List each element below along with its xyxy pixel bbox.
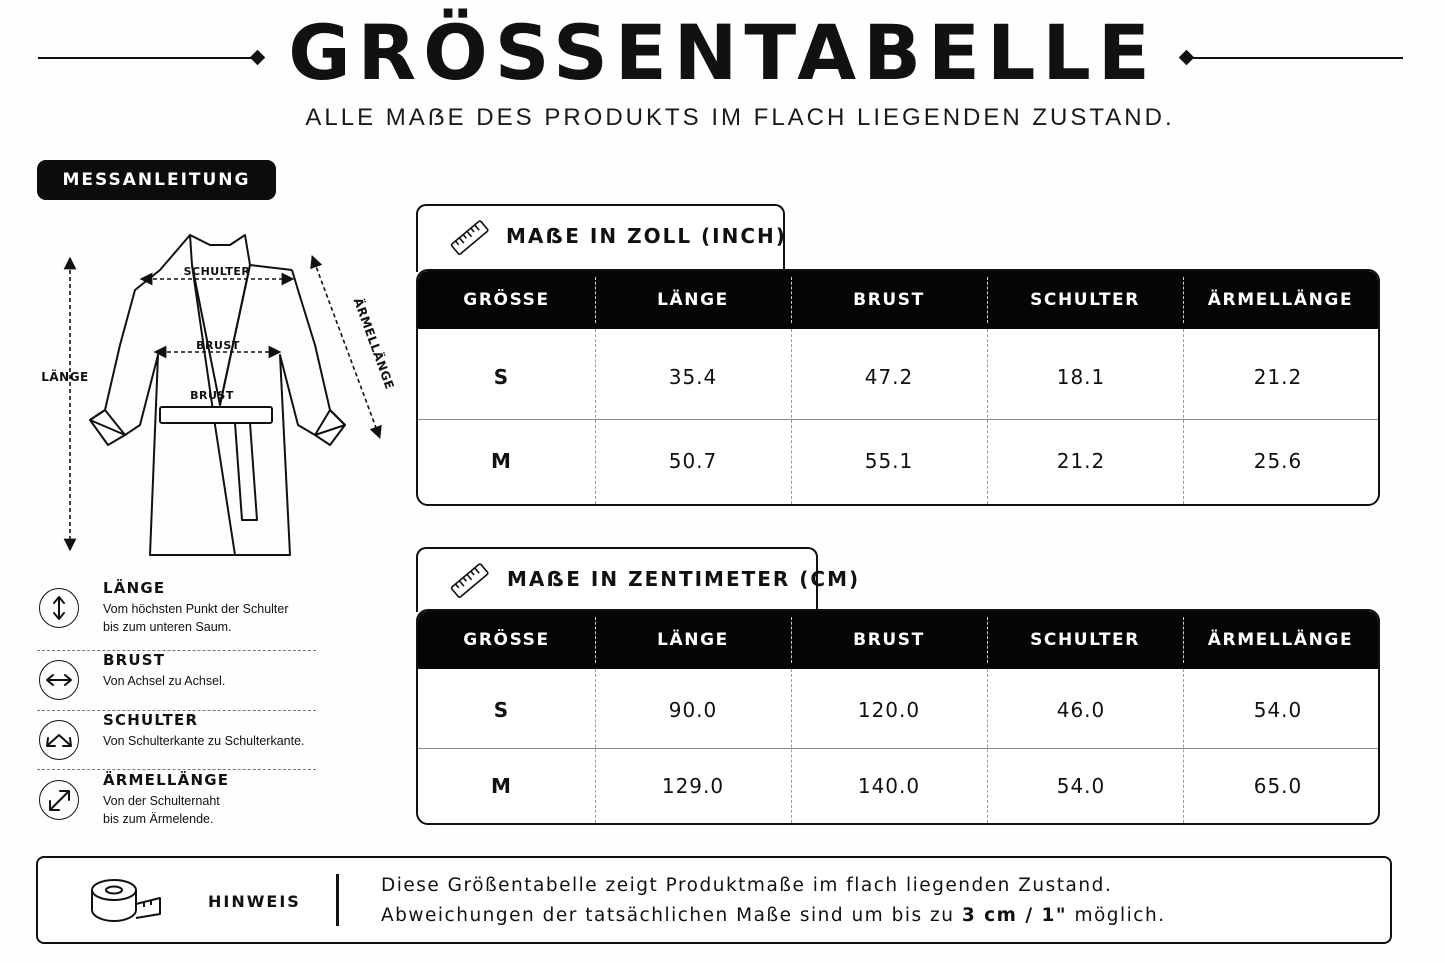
diagram-label-chest-lower: BRUST	[190, 389, 234, 402]
table-header	[418, 271, 1378, 329]
shoulder-arrow-icon	[39, 720, 79, 760]
robe-diagram	[30, 225, 400, 570]
note-line-2: Abweichungen der tatsächlichen Maße sind um bis zu 3 cm / 1" möglich.	[381, 905, 1166, 926]
ruler-icon	[448, 559, 492, 603]
column-divider	[1183, 669, 1184, 823]
diagram-label-sleeve: ÄRMELLÄNGE	[350, 295, 397, 392]
page-title: GRÖSSENTABELLE	[288, 8, 1157, 97]
column-divider	[987, 669, 988, 823]
legend-desc: Von Achsel zu Achsel.	[103, 674, 226, 688]
legend-desc: Vom höchsten Punkt der Schulter bis zum unteren Saum.	[103, 602, 289, 634]
ruler-icon	[448, 216, 492, 260]
header-cell: ÄRMELLÄNGE	[1207, 630, 1354, 650]
size-cell: S	[493, 698, 510, 722]
column-divider	[595, 669, 596, 823]
header-cell: GRÖSSE	[463, 290, 550, 310]
tab-cm	[416, 547, 861, 612]
vertical-arrow-icon	[39, 588, 79, 628]
tab-label: MAẞE IN ZOLL (INCH)	[506, 224, 787, 248]
value-cell: 55.1	[864, 449, 914, 473]
value-cell: 90.0	[668, 698, 718, 722]
legend-desc: Von der Schulternaht bis zum Ärmelende.	[103, 794, 220, 826]
value-cell: 65.0	[1253, 774, 1303, 798]
value-cell: 21.2	[1253, 365, 1303, 389]
measuring-tape-icon	[88, 876, 164, 928]
header-divider	[987, 277, 988, 323]
size-cell: M	[491, 774, 512, 798]
value-cell: 46.0	[1056, 698, 1106, 722]
diagram-label-length: LÄNGE	[41, 370, 89, 384]
header-cell: BRUST	[853, 630, 925, 650]
legend-heading: BRUST	[103, 651, 166, 669]
column-divider	[987, 329, 988, 504]
header-divider	[791, 277, 792, 323]
legend-desc: Von Schulterkante zu Schulterkante.	[103, 734, 305, 748]
size-cell: M	[491, 449, 512, 473]
diagram-label-chest-upper: BRUST	[196, 339, 240, 352]
legend-heading: SCHULTER	[103, 711, 199, 729]
header-cell: SCHULTER	[1030, 290, 1140, 310]
note-line-1: Diese Größentabelle zeigt Produktmaße im flach liegenden Zustand.	[381, 875, 1113, 896]
header-cell: BRUST	[853, 290, 925, 310]
header-cell: GRÖSSE	[463, 630, 550, 650]
size-table-inch	[416, 269, 1380, 506]
header-divider	[987, 617, 988, 663]
value-cell: 54.0	[1253, 698, 1303, 722]
tab-inch	[416, 204, 785, 272]
legend-heading: ÄRMELLÄNGE	[103, 771, 230, 789]
column-divider	[1183, 329, 1184, 504]
header-cell: LÄNGE	[657, 630, 729, 650]
header-divider	[595, 277, 596, 323]
horizontal-arrow-icon	[39, 660, 79, 700]
value-cell: 140.0	[857, 774, 921, 798]
diagonal-arrow-icon	[39, 780, 79, 820]
legend-divider	[37, 769, 316, 770]
value-cell: 18.1	[1056, 365, 1106, 389]
value-cell: 54.0	[1056, 774, 1106, 798]
header-divider	[1183, 277, 1184, 323]
value-cell: 120.0	[857, 698, 921, 722]
header-cell: ÄRMELLÄNGE	[1207, 290, 1354, 310]
value-cell: 25.6	[1253, 449, 1303, 473]
header-rule-right	[1186, 57, 1403, 59]
tab-label: MAẞE IN ZENTIMETER (CM)	[507, 567, 861, 591]
column-divider	[595, 329, 596, 504]
value-cell: 50.7	[668, 449, 718, 473]
column-divider	[791, 329, 792, 504]
legend-divider	[37, 650, 316, 651]
diagram-label-shoulder: SCHULTER	[183, 265, 251, 278]
header-cell: SCHULTER	[1030, 630, 1140, 650]
header-divider	[791, 617, 792, 663]
size-table-cm	[416, 609, 1380, 825]
note-heading: HINWEIS	[208, 892, 301, 911]
note-separator	[336, 874, 339, 926]
legend-heading: LÄNGE	[103, 579, 166, 597]
size-cell: S	[493, 365, 510, 389]
header-divider	[1183, 617, 1184, 663]
row-divider	[418, 419, 1378, 420]
note-box	[36, 856, 1392, 944]
value-cell: 47.2	[864, 365, 914, 389]
page-subtitle: ALLE MAẞE DES PRODUKTS IM FLACH LIEGENDEN ZUSTAND.	[305, 104, 1175, 131]
value-cell: 21.2	[1056, 449, 1106, 473]
value-cell: 35.4	[668, 365, 718, 389]
header-divider	[595, 617, 596, 663]
table-header	[418, 611, 1378, 669]
row-divider	[418, 748, 1378, 749]
column-divider	[791, 669, 792, 823]
value-cell: 129.0	[661, 774, 725, 798]
header-cell: LÄNGE	[657, 290, 729, 310]
measuring-guide-pill: MESSANLEITUNG	[37, 160, 276, 200]
